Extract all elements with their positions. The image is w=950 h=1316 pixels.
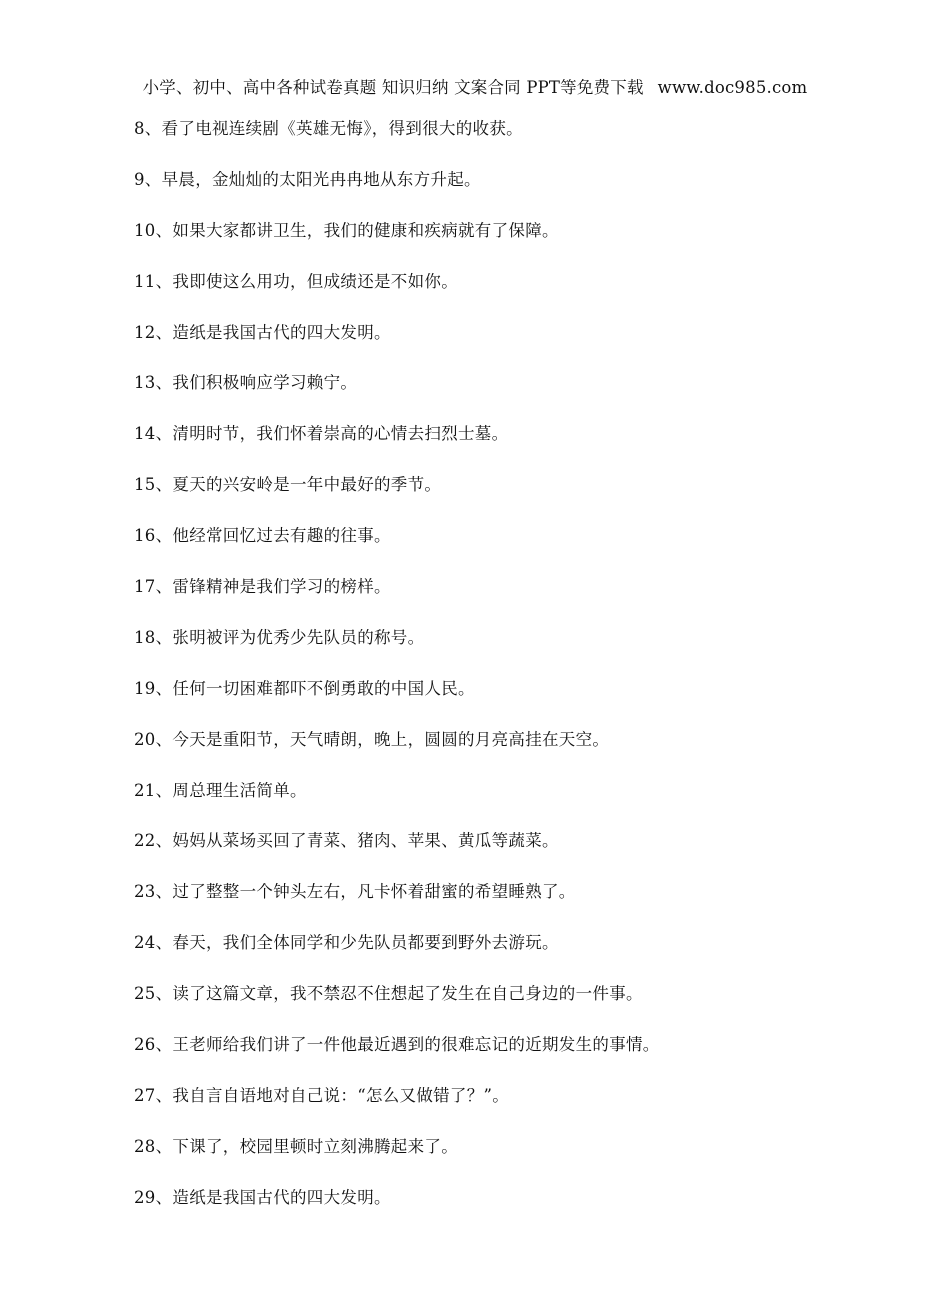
sentence-list (134, 118, 894, 1238)
list-item: 15、夏天的兴安岭是一年中最好的季节。 (134, 475, 442, 495)
list-item: 20、今天是重阳节，天气晴朗，晚上，圆圆的月亮高挂在天空。 (134, 729, 610, 749)
list-item: 12、造纸是我国古代的四大发明。 (134, 322, 391, 342)
list-item: 21、周总理生活简单。 (134, 780, 307, 800)
list-item: 26、王老师给我们讲了一件他最近遇到的很难忘记的近期发生的事情。 (134, 1035, 660, 1055)
list-item: 8、看了电视连续剧《英雄无悔》，得到很大的收获。 (134, 119, 523, 138)
list-item: 10、如果大家都讲卫生，我们的健康和疾病就有了保障。 (134, 220, 559, 240)
list-item: 11、我即使这么用功，但成绩还是不如你。 (134, 271, 458, 291)
list-item: 17、雷锋精神是我们学习的榜样。 (134, 577, 391, 597)
page-header (0, 74, 950, 98)
list-item: 22、妈妈从菜场买回了青菜、猪肉、苹果、黄瓜等蔬菜。 (134, 831, 559, 851)
list-item: 29、造纸是我国古代的四大发明。 (134, 1187, 391, 1207)
list-item: 16、他经常回忆过去有趣的往事。 (134, 526, 391, 546)
list-item: 25、读了这篇文章，我不禁忍不住想起了发生在自己身边的一件事。 (134, 984, 643, 1004)
list-item: 13、我们积极响应学习赖宁。 (134, 373, 358, 393)
list-item: 14、清明时节，我们怀着崇高的心情去扫烈士墓。 (134, 424, 509, 444)
header-site: www.doc985.com (657, 78, 808, 97)
list-item: 9、早晨，金灿灿的太阳光冉冉地从东方升起。 (134, 169, 481, 189)
list-item: 23、过了整整一个钟头左右，凡卡怀着甜蜜的希望睡熟了。 (134, 882, 576, 902)
list-item: 28、下课了，校园里顿时立刻沸腾起来了。 (134, 1136, 458, 1156)
list-item: 18、张明被评为优秀少先队员的称号。 (134, 627, 425, 647)
list-item: 24、春天，我们全体同学和少先队员都要到野外去游玩。 (134, 933, 559, 953)
list-item: 27、我自言自语地对自己说：“怎么又做错了？”。 (134, 1085, 510, 1105)
header-text: 小学、初中、高中各种试卷真题 知识归纳 文案合同 PPT等免费下载 (142, 78, 644, 97)
list-item: 19、任何一切困难都吓不倒勇敢的中国人民。 (134, 678, 475, 698)
